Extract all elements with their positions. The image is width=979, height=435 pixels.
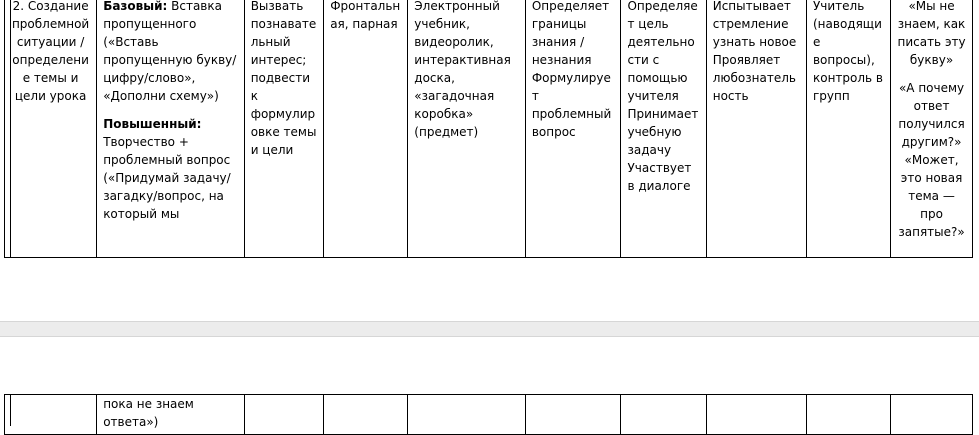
personal-results-cell	[706, 0, 806, 258]
student-activity-text: Определяет цель деятельности с помощью учителя Принимает учебную задачу Участвует в диалоге	[627, 0, 699, 193]
advanced-label: Повышенный:	[103, 117, 202, 131]
goal-cell	[244, 0, 324, 258]
teacher-activity-cell	[525, 395, 621, 435]
resources-cell	[408, 395, 526, 435]
quote-2: «А почему ответ получился другим?» «Может, это новая тема — про запятые?»	[898, 81, 965, 239]
control-text: Учитель (наводящие вопросы), контроль в групп	[812, 0, 883, 103]
form-cell	[324, 0, 408, 258]
stage-text: 2. Создание проблемной ситуации / определение темы и цели урока	[11, 0, 90, 103]
stage-cell	[5, 0, 97, 258]
control-cell	[806, 395, 890, 435]
advanced-text: Творчество + проблемный вопрос («Придумай задачу/загадку/вопрос, на который мы	[103, 135, 231, 221]
table-row	[5, 0, 973, 258]
tasks-continuation-text: пока не знаем ответа»)	[103, 397, 194, 429]
teacher-activity-text: Определяет границы знания / незнания Формулирует проблемный вопрос	[531, 0, 612, 139]
tasks-cell	[97, 0, 245, 258]
resources-cell	[408, 0, 526, 258]
goal-cell	[244, 395, 324, 435]
quotes-cell	[891, 395, 973, 435]
lesson-plan-table-bottom	[4, 394, 973, 435]
lesson-plan-table-top	[4, 0, 973, 258]
control-cell	[806, 0, 890, 258]
form-cell	[324, 395, 408, 435]
form-text: Фронтальная, парная	[330, 0, 401, 31]
basic-task	[103, 0, 238, 105]
resources-text: Электронный учебник, видеоролик, интерактивная доска, «загадочная коробка» (предмет)	[414, 0, 511, 139]
page-break-gap	[0, 321, 979, 337]
student-activity-cell	[621, 395, 706, 435]
basic-text: Вставка пропущенного («Вставь пропущенную букву/цифру/слово», «Дополни схему»)	[103, 0, 237, 103]
tasks-cell	[97, 395, 245, 435]
advanced-task	[103, 115, 238, 223]
basic-label: Базовый:	[103, 0, 168, 13]
quote-1: «Мы не знаем, как писать эту букву»	[897, 0, 966, 67]
goal-text: Вызвать познавательный интерес; подвести к формулировке темы и цели	[250, 0, 317, 157]
student-activity-cell	[621, 0, 706, 258]
quotes-cell	[891, 0, 973, 258]
teacher-activity-cell	[525, 0, 621, 258]
personal-results-cell	[706, 395, 806, 435]
stage-cell	[5, 395, 97, 435]
table-row	[5, 395, 973, 435]
personal-results-text: Испытывает стремление узнать новое Проявляет любознательность	[712, 0, 797, 103]
